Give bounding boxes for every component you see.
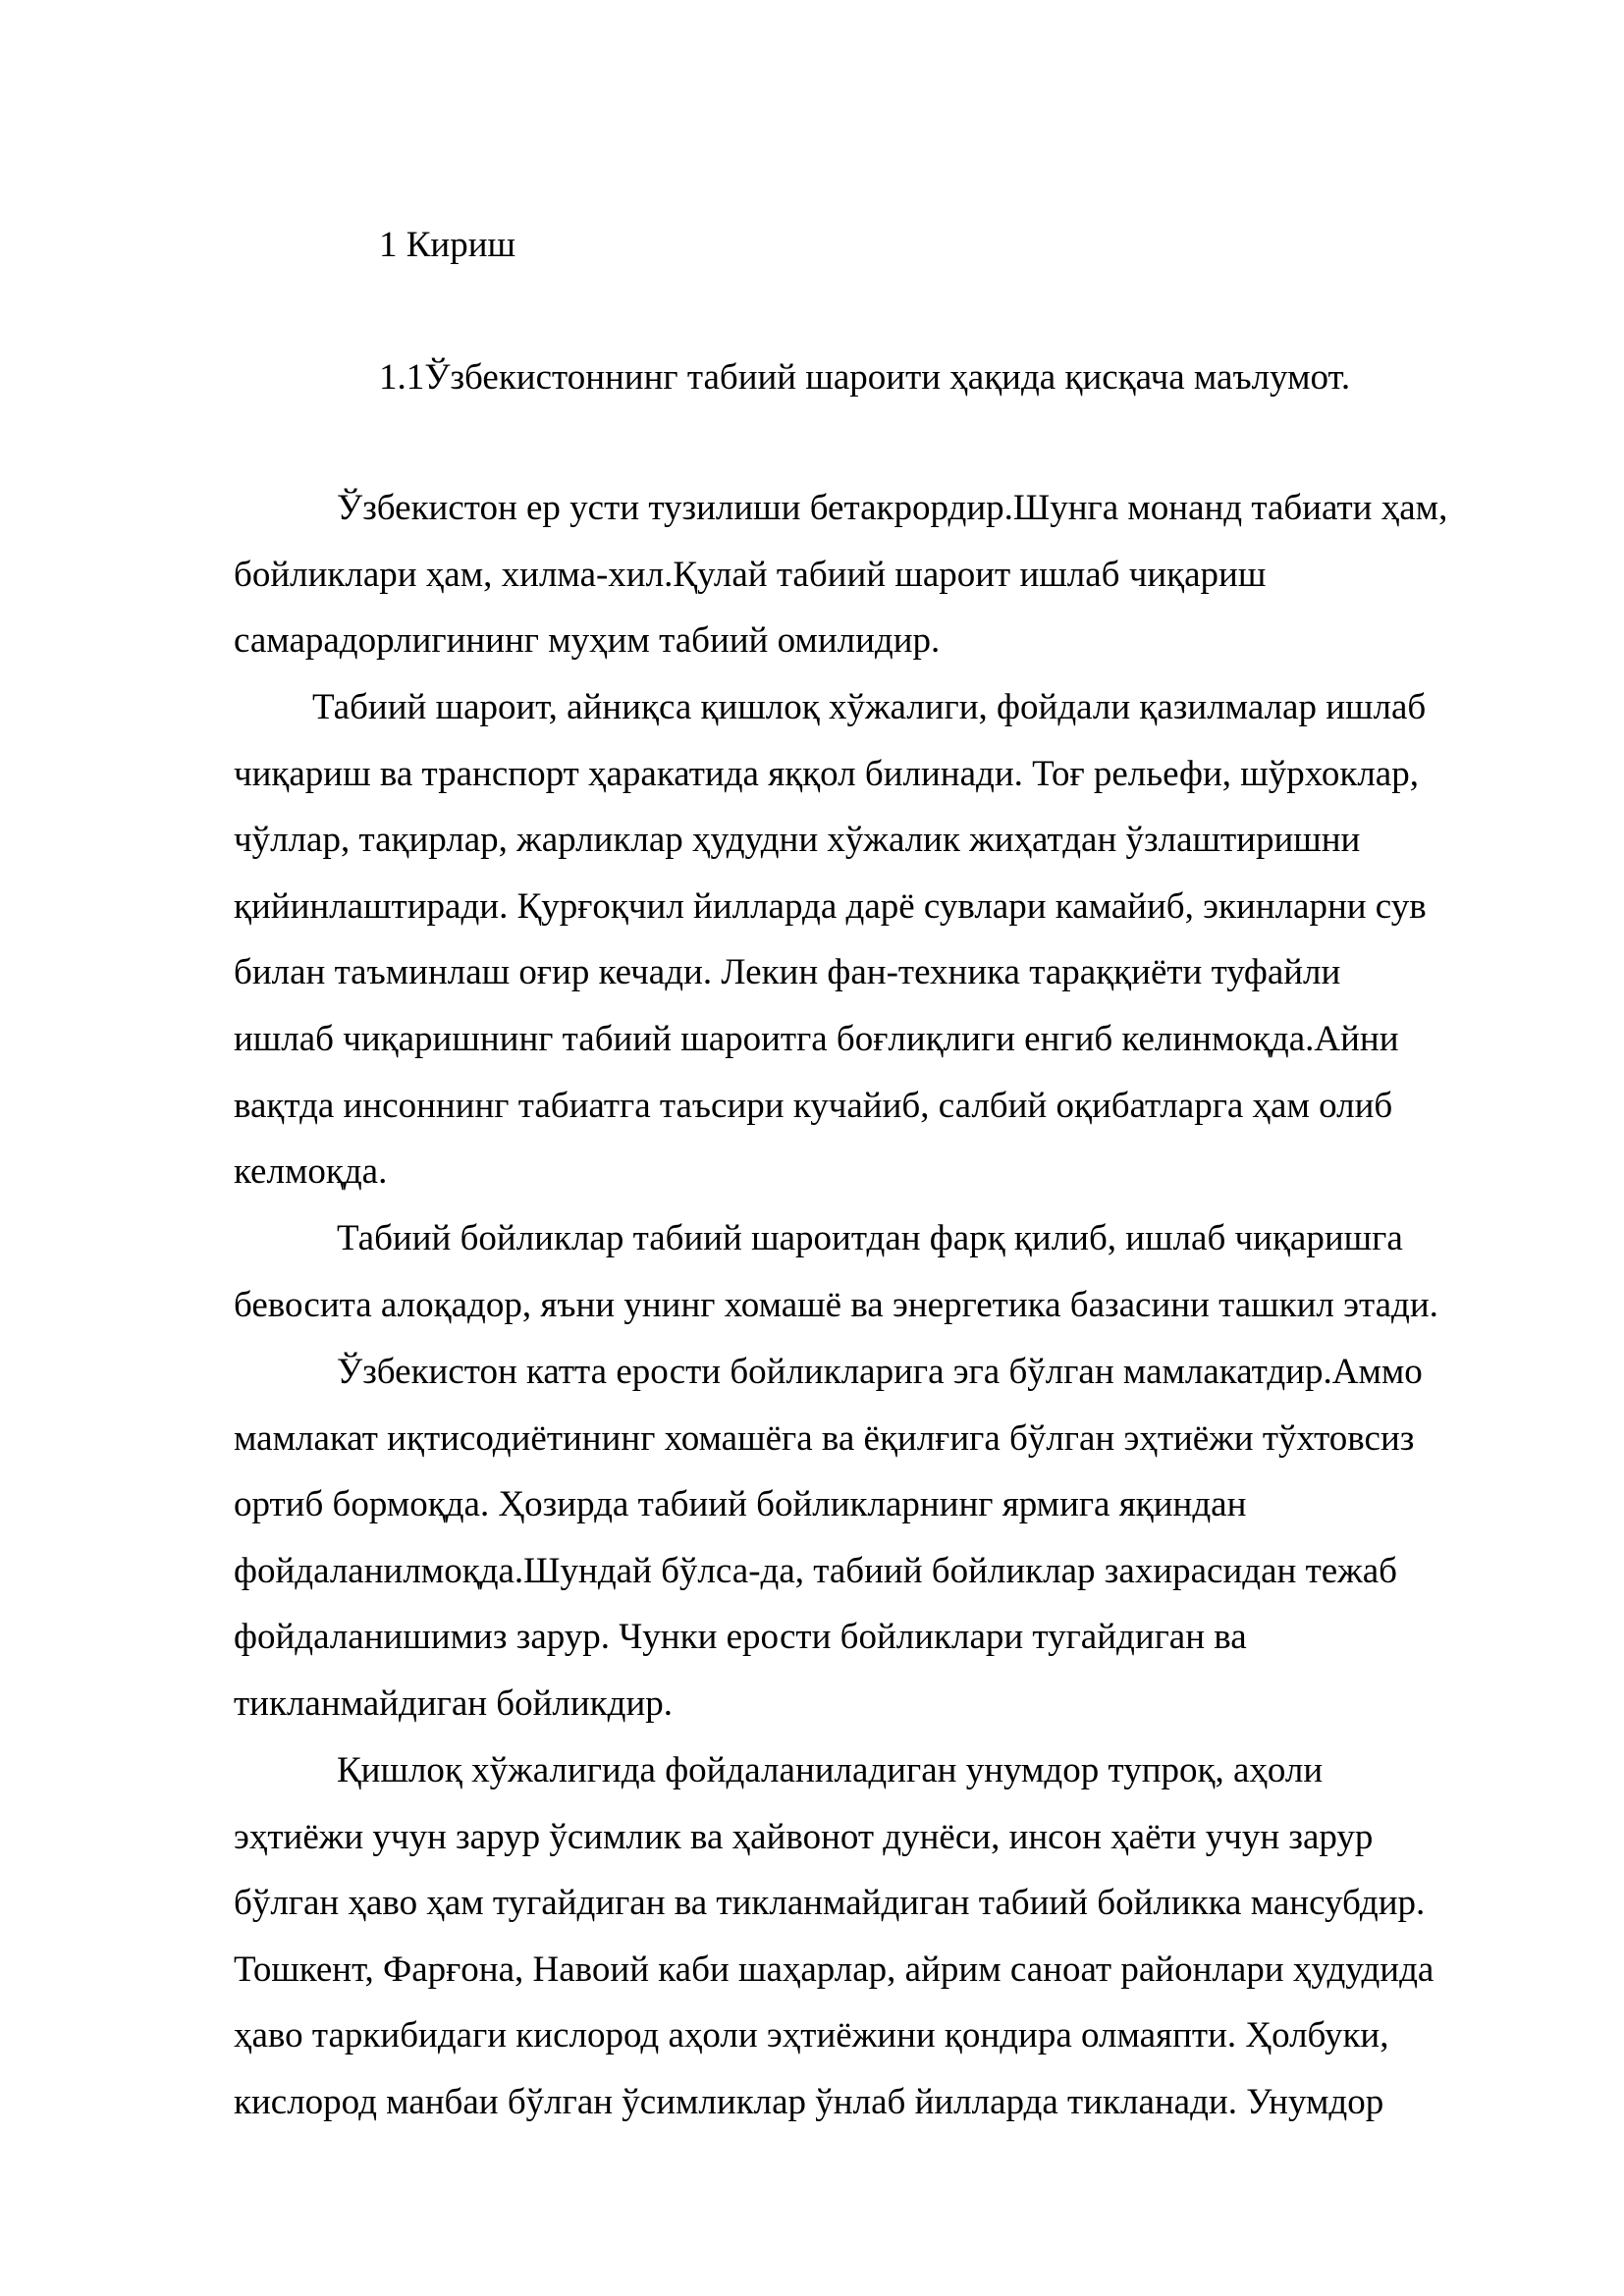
paragraph-4 xyxy=(234,1339,1423,1737)
text-line: Ўзбекистон ер усти тузилиши бетакрордир.Шунга монанд табиати ҳам, xyxy=(337,488,1448,528)
text-line: чиқариш ва транспорт ҳаракатида яққол билинади. Тоғ рельефи, шўрхоклар, xyxy=(234,753,1419,794)
text-line: бевосита алоқадор, яъни унинг хомашё ва энергетика базасини ташкил этади. xyxy=(234,1284,1438,1325)
text-line: чўллар, тақирлар, жарликлар ҳудудни хўжалик жиҳатдан ўзлаштиришни xyxy=(234,820,1361,861)
subsection-heading: 1.1Ўзбекистоннинг табиий шароити ҳақида қисқача маълумот. xyxy=(379,357,1351,398)
text-line: ортиб бормоқда. Ҳозирда табиий бойликларнинг ярмига яқиндан xyxy=(234,1484,1247,1525)
text-line: мамлакат иқтисодиётининг хомашёга ва ёқилғига бўлган эҳтиёжи тўхтовсиз xyxy=(234,1417,1415,1459)
section-heading: 1 Кириш xyxy=(379,225,516,265)
text-line: Табиий шароит, айниқса қишлоқ хўжалиги, фойдали қазилмалар ишлаб xyxy=(312,687,1427,727)
text-line: фойдаланишимиз зарур. Чунки ерости бойликлари тугайдиган ва xyxy=(234,1617,1247,1658)
text-line: ишлаб чиқаришнинг табиий шароитга боғлиқлиги енгиб келинмоқда.Айни xyxy=(234,1018,1399,1059)
paragraph-2 xyxy=(234,674,1427,1205)
text-line: Қишлоқ хўжалигида фойдаланиладиган унумдор тупроқ, аҳоли xyxy=(337,1750,1324,1790)
text-line: фойдаланилмоқда.Шундай бўлса-да, табиий бойликлар захирасидан тежаб xyxy=(234,1550,1397,1591)
text-line: келмоқда. xyxy=(234,1151,388,1193)
paragraph-5 xyxy=(234,1737,1434,2136)
text-line: ҳаво таркибидаги кислород аҳоли эҳтиёжини қондира олмаяпти. Ҳолбуки, xyxy=(234,2015,1389,2056)
paragraph-1 xyxy=(234,475,1447,674)
text-line: кислород манбаи бўлган ўсимликлар ўнлаб йилларда тикланади. Унумдор xyxy=(234,2081,1384,2122)
text-line: билан таъминлаш оғир кечади. Лекин фан-техника тараққиёти туфайли xyxy=(234,952,1341,993)
text-line: эҳтиёжи учун зарур ўсимлик ва ҳайвонот дунёси, инсон ҳаёти учун зарур xyxy=(234,1816,1374,1857)
text-line: Табиий бойликлар табиий шароитдан фарқ қилиб, ишлаб чиқаришга xyxy=(337,1218,1403,1258)
text-line: тикланмайдиган бойликдир. xyxy=(234,1682,674,1724)
text-line: самарадорлигининг муҳим табиий омилидир. xyxy=(234,620,941,662)
text-line: Тошкент, Фарғона, Навоий каби шаҳарлар, айрим саноат районлари ҳудудида xyxy=(234,1949,1435,1990)
text-line: вақтда инсоннинг табиатга таъсири кучайиб, салбий оқибатларга ҳам олиб xyxy=(234,1085,1393,1126)
text-line: Ўзбекистон катта ерости бойликларига эга бўлган мамлакатдир.Аммо xyxy=(337,1352,1423,1392)
paragraph-3 xyxy=(234,1205,1438,1338)
text-line: бўлган ҳаво ҳам тугайдиган ва тикланмайдиган табиий бойликка мансубдир. xyxy=(234,1883,1426,1924)
text-line: қийинлаштиради. Қурғоқчил йилларда дарё сувлари камайиб, экинларни сув xyxy=(234,885,1427,927)
text-line: бойликлари ҳам, хилма-хил.Қулай табиий шароит ишлаб чиқариш xyxy=(234,554,1267,595)
